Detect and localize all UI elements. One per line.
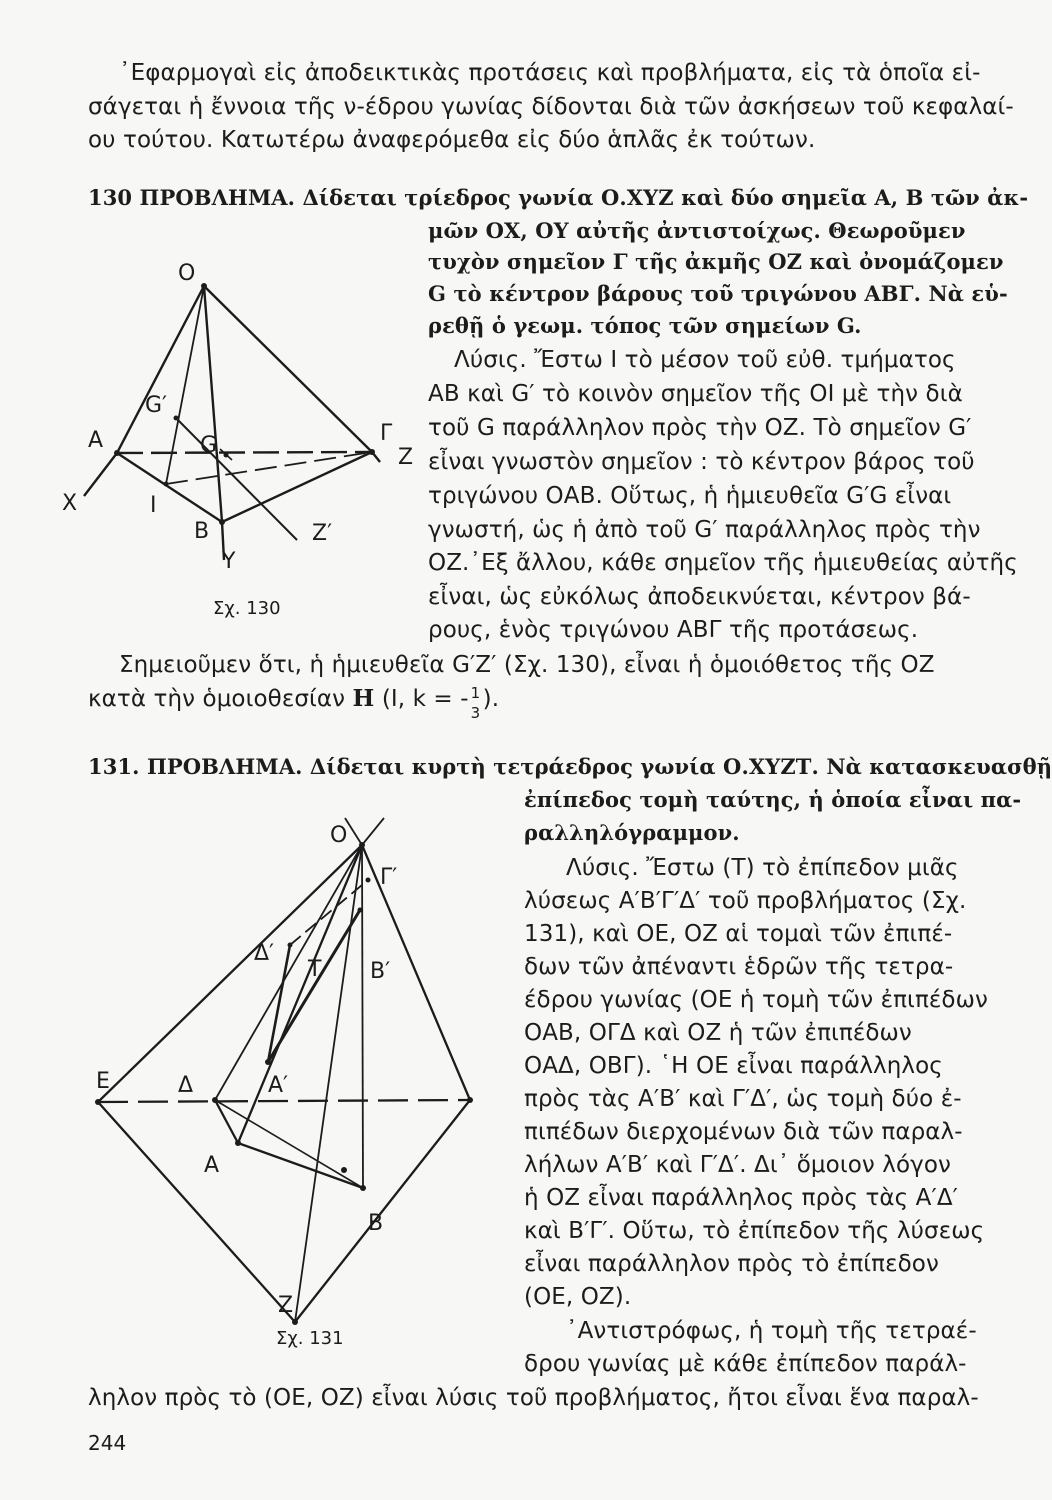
point-O <box>359 842 365 848</box>
edge-OX <box>84 453 117 496</box>
label-B: B <box>194 519 210 544</box>
problem-131-converse-3: ληλον πρὸς τὸ (ΟΕ, ΟΖ) εἶναι λύσις τοῦ προβλήματος, ἤτοι εἶναι ἕνα παραλ- <box>88 1385 979 1411</box>
label-Gamma: Γ <box>380 421 393 446</box>
point-G <box>224 453 229 458</box>
median-OI <box>166 286 204 484</box>
page-number: 244 <box>88 1431 127 1455</box>
problem-131-heading-3: ραλληλόγραμμον. <box>524 820 740 845</box>
point-A <box>235 1140 241 1146</box>
problem-130-solution-3: τοῦ G παράλληλον πρὸς τὴν ΟΖ. Τὸ σημεῖον G′ <box>428 415 972 441</box>
label-A: A <box>204 1153 220 1178</box>
figure-131-caption: Σχ. 131 <box>276 1328 344 1349</box>
problem-131-solution-3: 131), καὶ ΟΕ, ΟΖ αἱ τομαὶ τῶν ἐπιπέ- <box>524 921 953 947</box>
point-G1 <box>366 878 371 883</box>
problem-130-heading-1: 130 ΠΡΟΒΛΗΜΑ. Δίδεται τρίεδρος γωνία Ο.ΧΥΖ καὶ δύο σημεῖα Α, Β τῶν ἀκ- <box>88 185 1029 210</box>
note-fraction <box>469 683 483 722</box>
median-IGamma <box>166 452 372 484</box>
problem-131-converse-1: ᾿Αντιστρόφως, ἡ τομὴ τῆς τετραέ- <box>566 1318 977 1344</box>
problem-130-solution-1: Λύσις. Ἔστω Ι τὸ μέσον τοῦ εὐθ. τμήματος <box>454 347 956 373</box>
label-G: G <box>200 433 218 458</box>
point-D1 <box>288 943 293 948</box>
problem-131-solution-8: πρὸς τὰς Α′Β′ καὶ Γ′Δ′, ὡς τομὴ δύο ἐ- <box>524 1086 962 1112</box>
label-Z1: Z′ <box>312 521 333 546</box>
intro-line-2: σάγεται ἡ ἔννοια τῆς ν-έδρου γωνίας δίδονται διὰ τῶν ἀσκήσεων τοῦ κεφαλαί- <box>88 94 1014 120</box>
problem-131-heading-2: ἐπίπεδος τομὴ ταύτης, ἡ ὁποία εἶναι πα- <box>524 787 1022 812</box>
problem-131-solution-10: λήλων Α′Β′ καὶ Γ′Δ′. Δι᾿ ὅμοιον λόγον <box>524 1152 951 1178</box>
section-D1G1 <box>290 880 368 945</box>
frac-num: 1 <box>470 683 481 702</box>
point-Gamma <box>369 449 375 455</box>
problem-130-solution-5: τριγώνου ΟΑΒ. Οὕτως, ἡ ἡμιευθεῖα G′G εἶναι <box>428 483 952 509</box>
problem-130-heading-2: μῶν ΟΧ, ΟΥ αὐτῆς ἀντιστοίχως. Θεωροῦμεν <box>428 218 966 243</box>
label-Z: Z <box>278 1293 294 1318</box>
point-G1 <box>174 416 179 421</box>
figure-131 <box>80 810 520 1330</box>
frac-den: 3 <box>470 703 481 722</box>
edge-OA <box>238 845 362 1143</box>
point-D <box>212 1097 218 1103</box>
problem-131-solution-11: ἡ ΟΖ εἶναι παράλληλος πρὸς τὰς Α′Δ′ <box>524 1185 958 1211</box>
intro-line-1: ᾿Εφαρμογαὶ εἰς ἀποδεικτικὰς προτάσεις καὶ προβλήματα, εἰς τὰ ὁποῖα εἰ- <box>119 60 981 86</box>
stray-dot <box>341 1167 347 1173</box>
problem-130-note-1: Σημειοῦμεν ὅτι, ἡ ἡμιευθεῖα G′Z′ (Σχ. 130), εἶναι ἡ ὁμοιόθετος τῆς ΟΖ <box>119 652 935 678</box>
label-O: O <box>330 823 348 848</box>
problem-130-solution-4: εἶναι γνωστὸν σημεῖον : τὸ κέντρον βάρος τοῦ <box>428 449 975 475</box>
label-G1: Γ′ <box>380 865 398 890</box>
problem-130-solution-8: εἶναι, ὡς εὐκόλως ἀποδεικνύεται, κέντρον βά- <box>428 584 971 610</box>
problem-131-solution-2: λύσεως Α′Β′Γ′Δ′ τοῦ προβλήματος (Σχ. <box>524 888 967 914</box>
label-B1: B′ <box>370 959 391 984</box>
problem-130-solution-7: ΟΖ.᾿Εξ ἄλλου, κάθε σημεῖον τῆς ἡμιευθείας αὐτῆς <box>428 550 1018 576</box>
point-A <box>114 450 120 456</box>
edge-OD <box>215 845 362 1100</box>
problem-131-solution-4: δων τῶν ἀπέναντι ἑδρῶν τῆς τετρα- <box>524 954 954 980</box>
problem-130-solution-6: γνωστή, ὡς ἡ ἀπὸ τοῦ G′ παράλληλος πρὸς τὴν <box>428 517 981 543</box>
edge-OGamma <box>204 286 372 452</box>
label-A1: A′ <box>268 1073 289 1098</box>
point-I <box>164 482 169 487</box>
label-I: I <box>150 493 157 518</box>
label-D: Δ <box>178 1073 194 1098</box>
intro-line-3: ου τούτου. Κατωτέρω ἀναφερόμεθα εἰς δύο ἁπλᾶς ἐκ τούτων. <box>88 127 816 153</box>
edge-OA <box>117 286 204 453</box>
point-Z <box>292 1319 298 1325</box>
problem-130-heading-3: τυχὸν σημεῖον Γ τῆς ἀκμῆς ΟΖ καὶ ὀνομάζομεν <box>428 249 1004 274</box>
label-B: B <box>368 1211 384 1236</box>
edge-OB <box>362 845 363 1188</box>
label-G1: G′ <box>145 393 168 418</box>
problem-131-solution-12: καὶ Β′Γ′. Οὕτω, τὸ ἐπίπεδον τῆς λύσεως <box>524 1218 985 1244</box>
note-args: (Ι, k = <box>381 686 453 712</box>
problem-130-solution-9: ρους, ἑνὸς τριγώνου ΑΒΓ τῆς προτάσεως. <box>428 617 919 643</box>
problem-130-heading-5: ρεθῇ ὁ γεωμ. τόπος τῶν σημείων G. <box>428 313 862 338</box>
label-A: A <box>88 428 104 453</box>
point-O <box>201 283 207 289</box>
label-O: O <box>178 261 196 286</box>
point-B <box>360 1185 366 1191</box>
problem-131-converse-2: δρου γωνίας μὲ κάθε ἐπίπεδον παράλ- <box>524 1351 967 1377</box>
label-T: T <box>308 957 322 982</box>
problem-131-solution-1: Λύσις. Ἔστω (Τ) τὸ ἐπίπεδον μιᾶς <box>566 855 959 881</box>
problem-131-solution-14: (ΟΕ, ΟΖ). <box>524 1284 632 1310</box>
note-H: Η <box>352 685 375 712</box>
edge-EZ <box>98 1102 295 1322</box>
edge-OX-ext <box>362 818 384 845</box>
problem-131-solution-7: ΟΑΔ, ΟΒΓ). ῾Η ΟΕ εἶναι παράλληλος <box>524 1053 943 1079</box>
label-D1: Δ′ <box>254 941 275 966</box>
note-end: ). <box>482 686 500 712</box>
point-B <box>219 519 225 525</box>
point-Gamma <box>467 1097 473 1103</box>
problem-131-solution-5: έδρου γωνίας (ΟΕ ἡ τομὴ τῶν ἐπιπέδων <box>524 987 988 1013</box>
label-X: X <box>62 491 78 516</box>
problem-131-solution-9: πιπέδων διερχομένων διὰ τῶν παραλ- <box>524 1119 963 1145</box>
edge-OB <box>204 286 222 522</box>
problem-131-solution-13: εἶναι παράλληλον πρὸς τὸ ἐπίπεδον <box>524 1251 939 1277</box>
problem-130-heading-4: G τὸ κέντρον βάρους τοῦ τριγώνου ΑΒΓ. Νὰ εὑ- <box>428 281 1008 306</box>
edge-AB <box>238 1143 363 1188</box>
figure-130 <box>60 255 430 625</box>
label-Y: Y <box>222 549 236 574</box>
point-B1 <box>358 908 363 913</box>
triangle-AGamma <box>117 452 372 453</box>
label-E: E <box>96 1069 110 1094</box>
problem-130-solution-2: ΑΒ καὶ G′ τὸ κοινὸν σημεῖον τῆς ΟΙ μὲ τὴν διὰ <box>428 381 963 407</box>
edge-OX-ext2 <box>345 818 362 845</box>
point-A1 <box>265 1059 271 1065</box>
figure-130-caption: Σχ. 130 <box>213 598 281 619</box>
note-prefix: κατὰ τὴν ὁμοιοθεσίαν <box>88 686 346 712</box>
point-E <box>95 1099 101 1105</box>
problem-131-solution-6: ΟΑΒ, ΟΓΔ καὶ ΟΖ ἡ τῶν ἐπιπέδων <box>524 1020 912 1046</box>
label-Z: Z <box>398 445 414 470</box>
problem-130-note-2 <box>88 683 500 722</box>
line-EGamma <box>98 1100 470 1102</box>
problem-131-heading-1: 131. ΠΡΟΒΛΗΜΑ. Δίδεται κυρτὴ τετράεδρος γωνία Ο.ΧΥΖΤ. Νὰ κατασκευασθῇ <box>88 754 1052 779</box>
note-frac-sign: - <box>460 686 469 712</box>
